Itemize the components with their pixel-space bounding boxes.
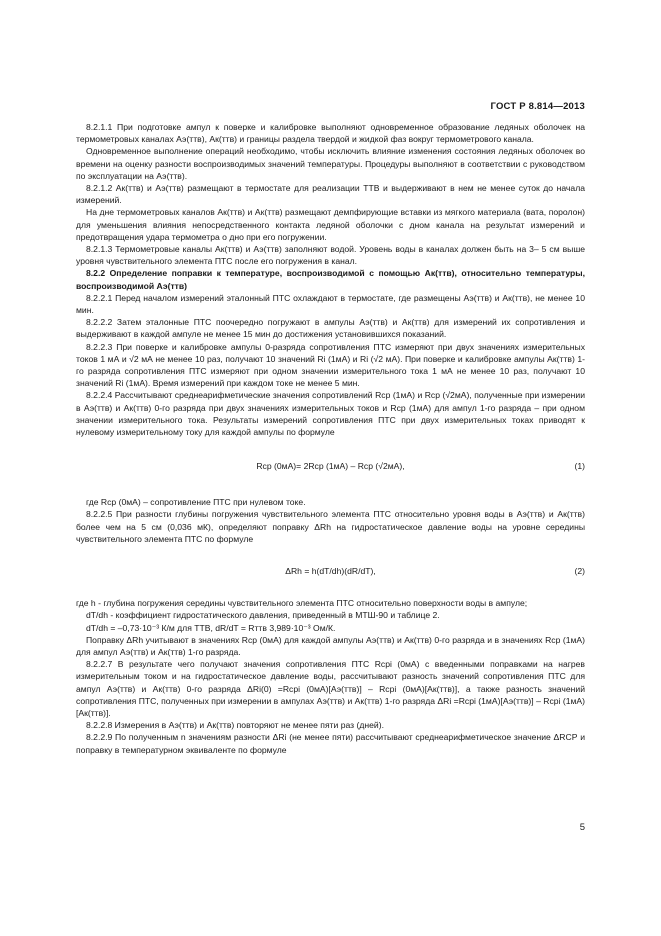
paragraph-8-2-2-8: 8.2.2.8 Измерения в Аэ(ттв) и Ак(ттв) повторяют не менее пяти раз (дней).: [86, 720, 384, 731]
formula-1: [76, 460, 585, 472]
formula-2-number: (2): [574, 566, 585, 577]
paragraph-8-2-2-7: 8.2.2.7 В результате чего получают значения сопротивления ПТС Rсрi (0мА) с введенными поправками на нагрев измерительным током и на гидростатическое давление воды, рассчитывают разность значений сопротивления ПТС для ампул Аэ(ттв) и Ак(ттв) 0-го разряда ΔRi(0) =Rсрi (0мА)[Аэ(ттв)] – Rсрi (0мА)[Ак(ттв)], а также разность значений сопротивления ПТС, полученных при измерении в ампулах Аэ(ттв) и Ак(ттв) 1-го разряда ΔRi =Rсрi (1мА)[Аэ(ттв)] – Rсрi (1мА)[Ак(ттв)].: [76, 659, 585, 718]
formula-2: [76, 565, 585, 577]
paragraph-8-2-2-1: 8.2.2.1 Перед началом измерений эталонный ПТС охлаждают в термостате, где размещены Аэ(ттв) и Ак(ттв), не менее 10 мин.: [76, 292, 585, 316]
paragraph-8-2-2-2: 8.2.2.2 Затем эталонные ПТС поочередно погружают в ампулы Аэ(ттв) и Ак(ттв) для измерений их сопротивления и выдерживают в каждой ампуле не менее 15 мин до достижения установившихся показаний.: [76, 317, 585, 340]
paragraph-dtdh-values: dT/dh = –0,73·10⁻³ К/м для ТТВ, dR/dT = Rттв 3,989·10⁻³ Ом/К.: [86, 622, 336, 633]
section-heading-8-2-2: 8.2.2 Определение поправки к температуре, воспроизводимой с помощью Ак(ттв), относительно температуры, воспроизводимой Аэ(ттв): [76, 268, 585, 291]
document-header: ГОСТ Р 8.814—2013: [490, 101, 585, 112]
formula-2-text: ΔRh = h(dT/dh)(dR/dT),: [285, 566, 376, 576]
paragraph-correction: Поправку ΔRh учитывают в значениях Rср (0мА) для каждой ампулы Аэ(ттв) и Ак(ттв) 0-го разряда и в значениях Rср (1мА) для ампул Аэ(ттв) и Ак(ттв) 1-го разряда.: [76, 634, 585, 657]
paragraph-where-h: где h - глубина погружения середины чувствительного элемента ПТС относительно поверхности воды в ампуле;: [76, 598, 528, 609]
paragraph-channel-bottom: На дне термометровых каналов Ак(ттв) и Ак(ттв) размещают демпфирующие вставки из мягкого материала (вата, поролон) для уменьшения влияния непосредственного контакта ледяной оболочки с дном канала на результат измерений и предотвращения удара термометра о дно при его погружении.: [76, 207, 585, 242]
paragraph-zero-current: где Rср (0мА) – сопротивление ПТС при нулевом токе.: [86, 497, 306, 508]
document-body: [76, 121, 585, 756]
formula-1-text: Rср (0мА)= 2Rср (1мА) – Rср (√2мА),: [256, 461, 405, 472]
paragraph-8-2-2-9: 8.2.2.9 По полученным n значениям разности ΔRi (не менее пяти) рассчитывают среднеарифметическое значение ΔRСР и поправку в температурном эквиваленте по формуле: [76, 732, 585, 755]
formula-1-number: (1): [574, 461, 585, 472]
paragraph-simultaneous: Одновременное выполнение операций необходимо, чтобы исключить влияние изменения состояния ледяных оболочек во времени на оценку разности воспроизводимых значений температуры. Процедуры выполняют в соответствии с руководством по эксплуатации на Аэ(ттв).: [76, 146, 585, 181]
paragraph-8-2-2-3: 8.2.2.3 При поверке и калибровке ампулы 0-разряда сопротивления ПТС измеряют при двух значениях измерительных токов 1 мА и √2 мА не менее 10 раз, получают 10 значений Ri (1мА) и Ri (√2 мА). При поверке и калибровке ампулы Ак(ттв) 1-го разряда сопротивления ПТС измеряют при одном значении измерительного тока 1 мА не менее 10 раз, получают 10 значений Ri (1мА). Время измерений при каждом токе не менее 5 мин.: [76, 341, 585, 389]
paragraph-8-2-1-2: 8.2.1.2 Ак(ттв) и Аэ(ттв) размещают в термостате для реализации ТТВ и выдерживают в нем не менее суток до начала измерений.: [76, 183, 585, 206]
paragraph-dtdh: dT/dh - коэффициент гидростатического давления, приведенный в МТШ-90 и таблице 2.: [86, 610, 440, 621]
page-number: 5: [579, 822, 585, 833]
paragraph-8-2-2-5: 8.2.2.5 При разности глубины погружения чувствительного элемента ПТС относительно уровня воды в Аэ(ттв) и Ак(ттв) более чем на 5 см (0,036 мК), определяют поправку ΔRh на гидростатическое давление воды на уровне середины чувствительного элемента ПТС по формуле: [76, 509, 585, 544]
paragraph-8-2-1-1: 8.2.1.1 При подготовке ампул к поверке и калибровке выполняют одновременное образование ледяных оболочек на термометровых каналах Аэ(ттв), Ак(ттв) и границы раздела твердой и жидкой фаз вокруг термометрового канала.: [76, 122, 585, 145]
paragraph-8-2-2-4: 8.2.2.4 Рассчитывают среднеарифметические значения сопротивлений Rср (1мА) и Rср (√2мА), полученные при измерении в Аэ(ттв) и Ак(ттв) 0-го разряда при двух значениях измерительных токов и Rср (1мА) для ампул 1-го разряда – при одном значении измерительного тока. Результаты измерений сопротивления ПТС при двух измерительных токах приводят к нулевому измерительному току для каждой ампулы по формуле: [76, 390, 585, 438]
paragraph-8-2-1-3: 8.2.1.3 Термометровые каналы Ак(ттв) и Аэ(ттв) заполняют водой. Уровень воды в каналах должен быть на 3– 5 см выше уровня чувствительного элемента ПТС после его погружения в канал.: [76, 244, 585, 267]
